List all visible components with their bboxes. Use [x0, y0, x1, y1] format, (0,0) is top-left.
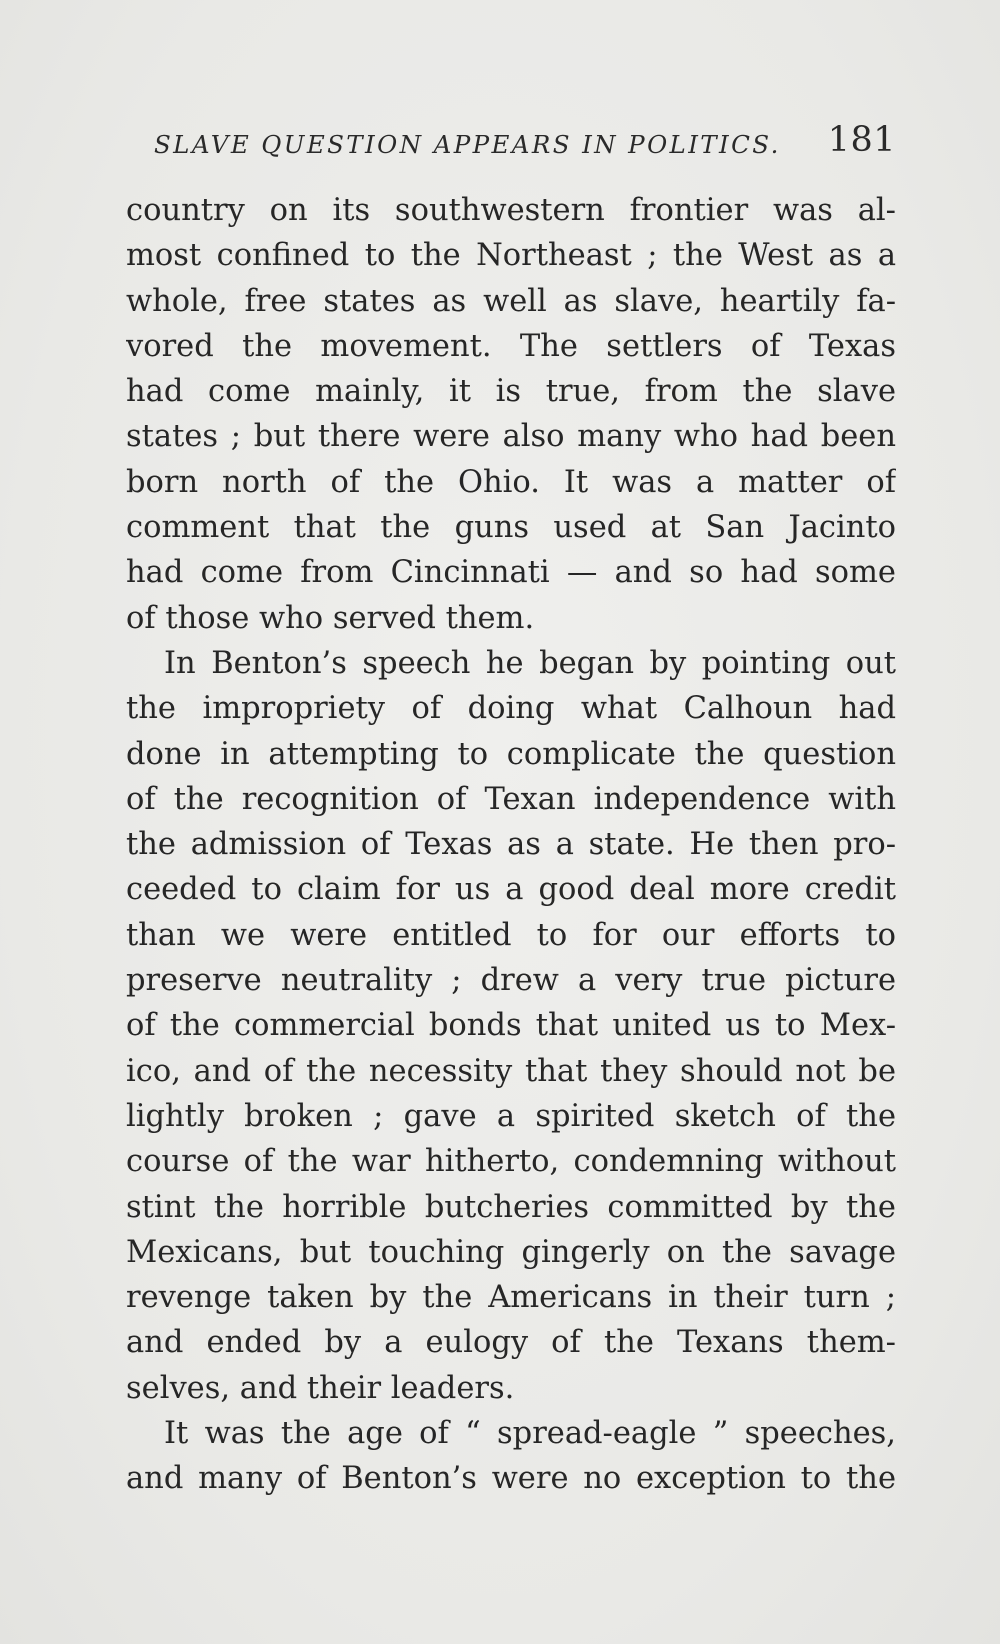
- text-line: and many of Benton’s were no exception to the: [126, 1461, 896, 1497]
- text-line: ico, and of the necessity that they should not be: [126, 1053, 896, 1089]
- text-line: and ended by a eulogy of the Texans them-: [126, 1325, 896, 1361]
- page-number: 181: [827, 120, 896, 160]
- text-line: done in attempting to complicate the question: [126, 736, 896, 772]
- paragraph-end-line: selves, and their leaders.: [126, 1370, 515, 1406]
- text-line: Mexicans, but touching gingerly on the savage: [126, 1234, 896, 1270]
- text-line: the admission of Texas as a state. He then pro-: [126, 827, 896, 863]
- text-line: revenge taken by the Americans in their turn ;: [126, 1280, 896, 1316]
- text-line: most confined to the Northeast ; the West as a: [126, 238, 896, 274]
- text-line: born north of the Ohio. It was a matter of: [126, 464, 896, 500]
- paragraph-start-line: In Benton’s speech he began by pointing out: [164, 645, 896, 681]
- text-line: had come mainly, it is true, from the slave: [126, 374, 896, 410]
- running-head: [126, 118, 896, 168]
- text-line: country on its southwestern frontier was al-: [126, 193, 896, 228]
- text-line: had come from Cincinnati — and so had some: [126, 555, 896, 591]
- text-line: preserve neutrality ; drew a very true picture: [126, 963, 896, 999]
- body-text: [126, 188, 896, 1502]
- paragraph-start-line: It was the age of “ spread-eagle ” speeches,: [164, 1416, 896, 1452]
- text-line: than we were entitled to for our efforts to: [126, 917, 896, 953]
- text-line: lightly broken ; gave a spirited sketch of the: [126, 1098, 896, 1134]
- text-line: course of the war hitherto, condemning without: [126, 1144, 896, 1180]
- text-line: of the recognition of Texan independence with: [126, 781, 896, 817]
- text-line: whole, free states as well as slave, heartily fa-: [126, 283, 896, 319]
- text-line: states ; but there were also many who had been: [126, 419, 896, 455]
- text-line: of the commercial bonds that united us to Mex-: [126, 1008, 896, 1044]
- text-line: comment that the guns used at San Jacinto: [126, 510, 896, 546]
- text-line: stint the horrible butcheries committed by the: [126, 1189, 896, 1225]
- paragraph-end-line: of those who served them.: [126, 600, 535, 636]
- running-title: SLAVE QUESTION APPEARS IN POLITICS.: [154, 130, 781, 159]
- text-line: ceeded to claim for us a good deal more credit: [126, 872, 896, 908]
- text-line: vored the movement. The settlers of Texas: [126, 328, 896, 364]
- text-line: the impropriety of doing what Calhoun had: [126, 691, 896, 727]
